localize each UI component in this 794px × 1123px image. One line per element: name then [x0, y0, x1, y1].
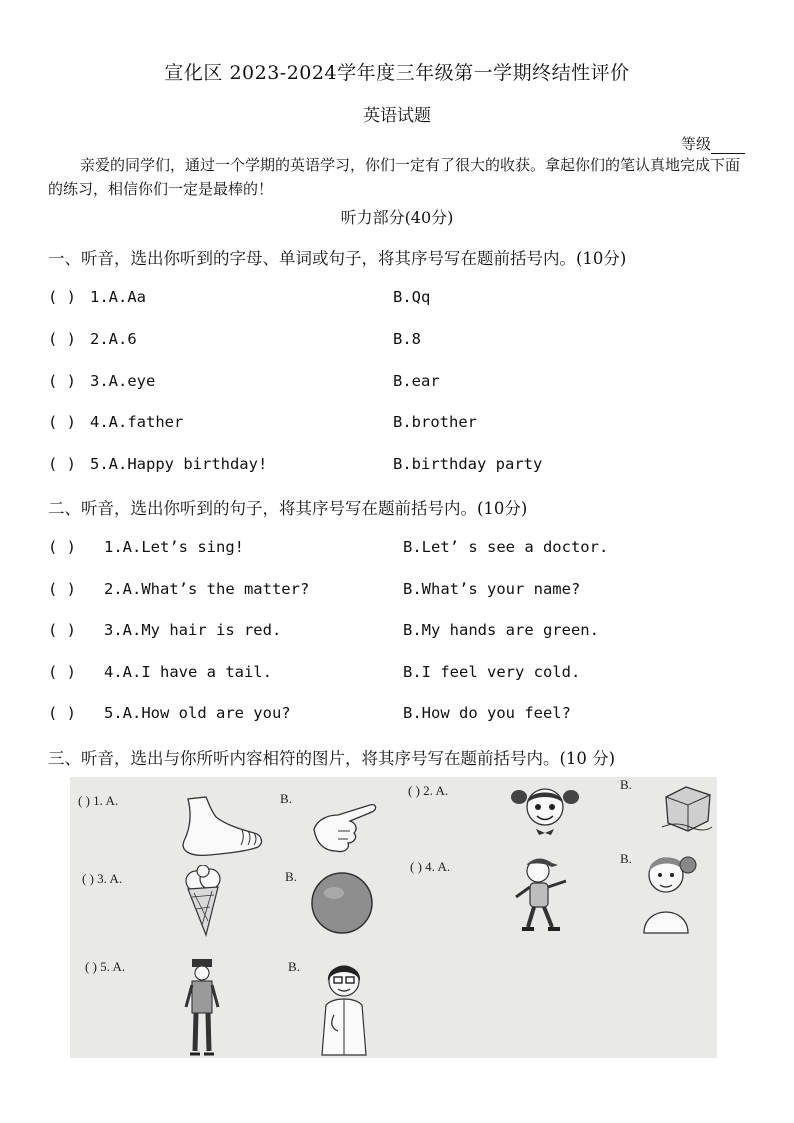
girl-face-picture — [510, 781, 580, 837]
answer-paren[interactable]: ( ) — [48, 704, 76, 722]
grade-label: 等级 — [681, 135, 712, 153]
answer-paren[interactable]: ( ) — [48, 621, 76, 639]
answer-paren[interactable]: ( ) — [48, 372, 76, 390]
option-a: 3.A.My hair is red. — [104, 621, 282, 639]
answer-paren[interactable]: ( ) — [48, 663, 76, 681]
option-a: 5.A.How old are you? — [104, 704, 291, 722]
option-b: B.How do you feel? — [403, 704, 571, 722]
option-b: B.Qq — [393, 288, 431, 306]
option-b: B.ear — [393, 372, 440, 390]
exam-subtitle: 英语试题 — [363, 106, 431, 126]
grandma-picture — [636, 849, 702, 935]
answer-paren[interactable]: ( ) — [48, 455, 76, 473]
answer-paren[interactable]: ( ) — [48, 330, 76, 348]
option-a: 2.A.What’s the matter? — [104, 580, 310, 598]
police-officer-picture — [184, 957, 220, 1057]
option-b: B.8 — [393, 330, 421, 348]
grade-field — [681, 133, 745, 154]
q3-option-a-label: ( ) 3. A. — [82, 871, 123, 886]
q4-option-b-label: B. — [620, 851, 632, 866]
foot-picture — [170, 795, 265, 860]
exam-title: 宣化区 2023-2024学年度三年级第一学期终结性评价 — [164, 62, 630, 84]
option-b: B.Let’ s see a doctor. — [403, 538, 609, 556]
ball-picture — [308, 869, 376, 937]
doctor-picture — [316, 959, 372, 1057]
section2-heading: 二、听音，选出你听到的句子，将其序号写在题前括号内。(10分) — [48, 499, 528, 518]
ice-cube-picture — [658, 779, 716, 833]
intro-paragraph: 亲爱的同学们，通过一个学期的英语学习，你们一定有了很大的收获。拿起你们的笔认真地完成下面的练习，相信你们一定是最棒的！ — [48, 156, 741, 198]
option-a: 5.A.Happy birthday! — [90, 455, 268, 473]
ice-cream-picture — [182, 865, 224, 937]
option-a: 4.A.I have a tail. — [104, 663, 272, 681]
q4-option-a-label: ( ) 4. A. — [410, 859, 451, 874]
boy-picture — [510, 853, 582, 937]
answer-paren[interactable]: ( ) — [48, 413, 76, 431]
option-a: 1.A.Let’s sing! — [104, 538, 244, 556]
option-a: 2.A.6 — [90, 330, 137, 348]
hand-picture — [308, 797, 378, 859]
option-a: 1.A.Aa — [90, 288, 146, 306]
q2-option-b-label: B. — [620, 777, 632, 792]
answer-paren[interactable]: ( ) — [48, 538, 76, 556]
section3-heading: 三、听音，选出与你所听内容相符的图片，将其序号写在题前括号内。(10 分) — [48, 749, 616, 768]
q1-option-a-label: ( ) 1. A. — [78, 793, 119, 808]
q5-option-b-label: B. — [288, 959, 300, 974]
section1-heading: 一、听音，选出你听到的字母、单词或句子，将其序号写在题前括号内。(10分) — [48, 249, 627, 268]
picture-questions-photo — [70, 777, 717, 1058]
grade-blank — [711, 139, 745, 154]
option-a: 3.A.eye — [90, 372, 156, 390]
option-a: 4.A.father — [90, 413, 184, 431]
q3-option-b-label: B. — [285, 869, 297, 884]
listening-heading: 听力部分(40分) — [340, 208, 454, 227]
answer-paren[interactable]: ( ) — [48, 288, 76, 306]
q5-option-a-label: ( ) 5. A. — [85, 959, 126, 974]
option-b: B.brother — [393, 413, 477, 431]
option-b: B.I feel very cold. — [403, 663, 581, 681]
option-b: B.My hands are green. — [403, 621, 599, 639]
q2-option-a-label: ( ) 2. A. — [408, 783, 449, 798]
answer-paren[interactable]: ( ) — [48, 580, 76, 598]
option-b: B.What’s your name? — [403, 580, 581, 598]
option-b: B.birthday party — [393, 455, 543, 473]
q1-option-b-label: B. — [280, 791, 292, 806]
